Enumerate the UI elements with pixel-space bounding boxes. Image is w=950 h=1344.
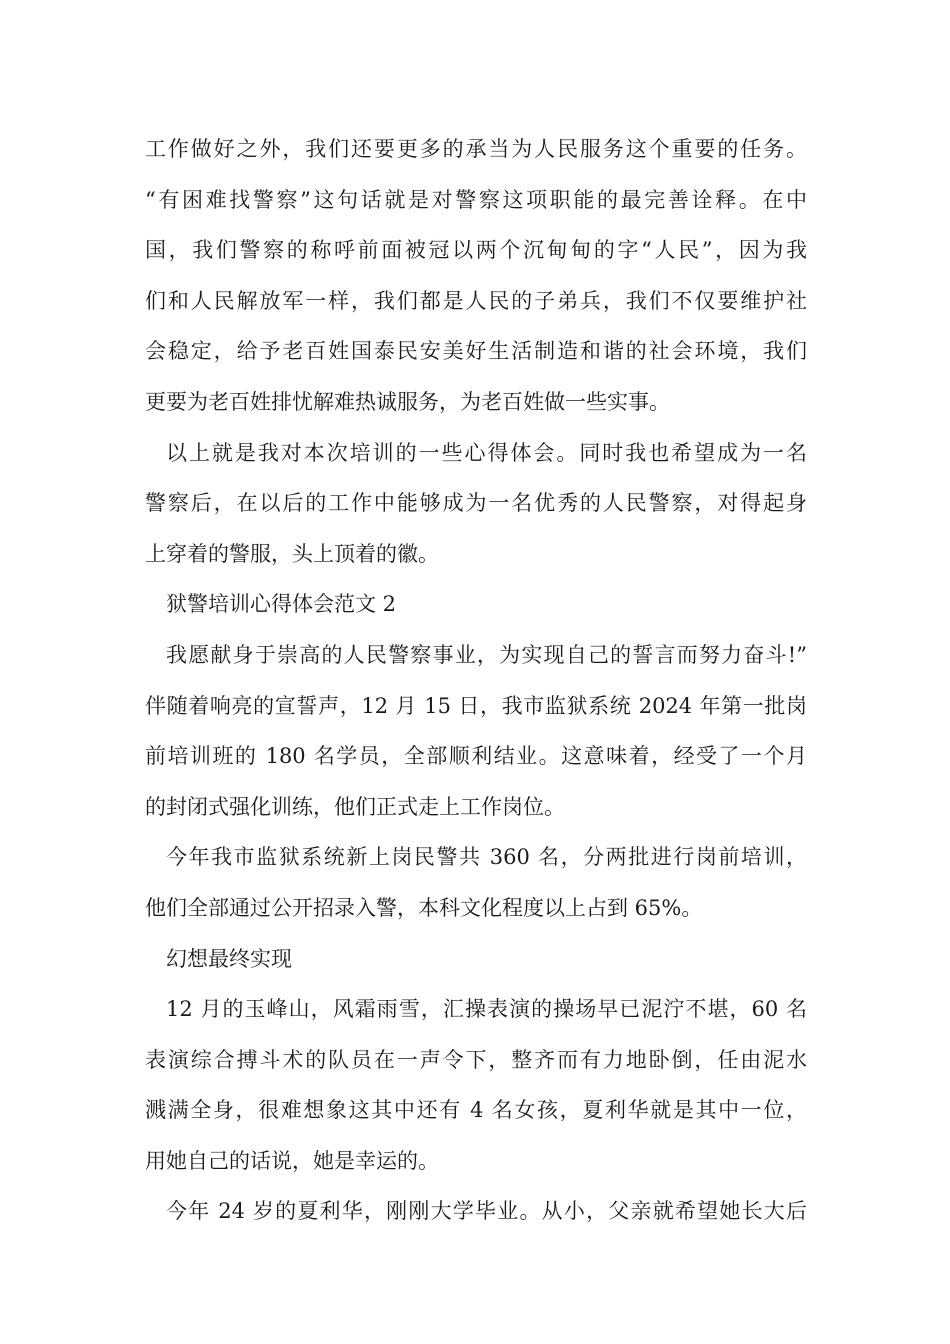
text-line: 12 月的玉峰山，风霜雨雪，汇操表演的操场早已泥泞不堪，60 名	[166, 997, 807, 1022]
text-line: 的封闭式强化训练，他们正式走上工作岗位。	[145, 794, 565, 819]
text-line: 用她自己的话说，她是幸运的。	[145, 1148, 439, 1173]
text-line: 更要为老百姓排忧解难热诚服务，为老百姓做一些实事。	[145, 389, 670, 414]
text-line: 幻想最终实现	[166, 946, 292, 971]
text-line: 们和人民解放军一样，我们都是人民的子弟兵，我们不仅要维护社	[145, 288, 807, 313]
text-line: 他们全部通过公开招录入警，本科文化程度以上占到 65%。	[145, 895, 703, 920]
text-line: 伴随着响亮的宣誓声，12 月 15 日，我市监狱系统 2024 年第一批岗	[145, 693, 807, 718]
text-line: 上穿着的警服，头上顶着的徽。	[145, 541, 439, 566]
text-line: 前培训班的 180 名学员，全部顺利结业。这意味着，经受了一个月	[145, 744, 807, 769]
text-line: 工作做好之外，我们还要更多的承当为人民服务这个重要的任务。	[145, 137, 807, 161]
text-line: 我愿献身于崇高的人民警察事业，为实现自己的誓言而努力奋斗!”	[166, 642, 807, 667]
text-line: “有困难找警察”这句话就是对警察这项职能的最完善诠释。在中	[145, 187, 807, 212]
text-line: 今年 24 岁的夏利华，刚刚大学毕业。从小，父亲就希望她长大后	[166, 1199, 807, 1224]
text-line: 溅满全身，很难想象这其中还有 4 名女孩，夏利华就是其中一位，	[145, 1098, 807, 1123]
text-line: 表演综合搏斗术的队员在一声令下，整齐而有力地卧倒，任由泥水	[145, 1047, 807, 1072]
document-body	[145, 124, 807, 1237]
text-line: 今年我市监狱系统新上岗民警共 360 名，分两批进行岗前培训，	[166, 845, 807, 870]
text-line: 以上就是我对本次培训的一些心得体会。同时我也希望成为一名	[166, 440, 807, 465]
text-line: 国，我们警察的称呼前面被冠以两个沉甸甸的字“人民”，因为我	[145, 238, 807, 263]
text-line: 狱警培训心得体会范文 2	[166, 592, 397, 617]
text-line: 会稳定，给予老百姓国泰民安美好生活制造和谐的社会环境，我们	[145, 339, 807, 364]
text-line: 警察后，在以后的工作中能够成为一名优秀的人民警察，对得起身	[145, 491, 807, 516]
